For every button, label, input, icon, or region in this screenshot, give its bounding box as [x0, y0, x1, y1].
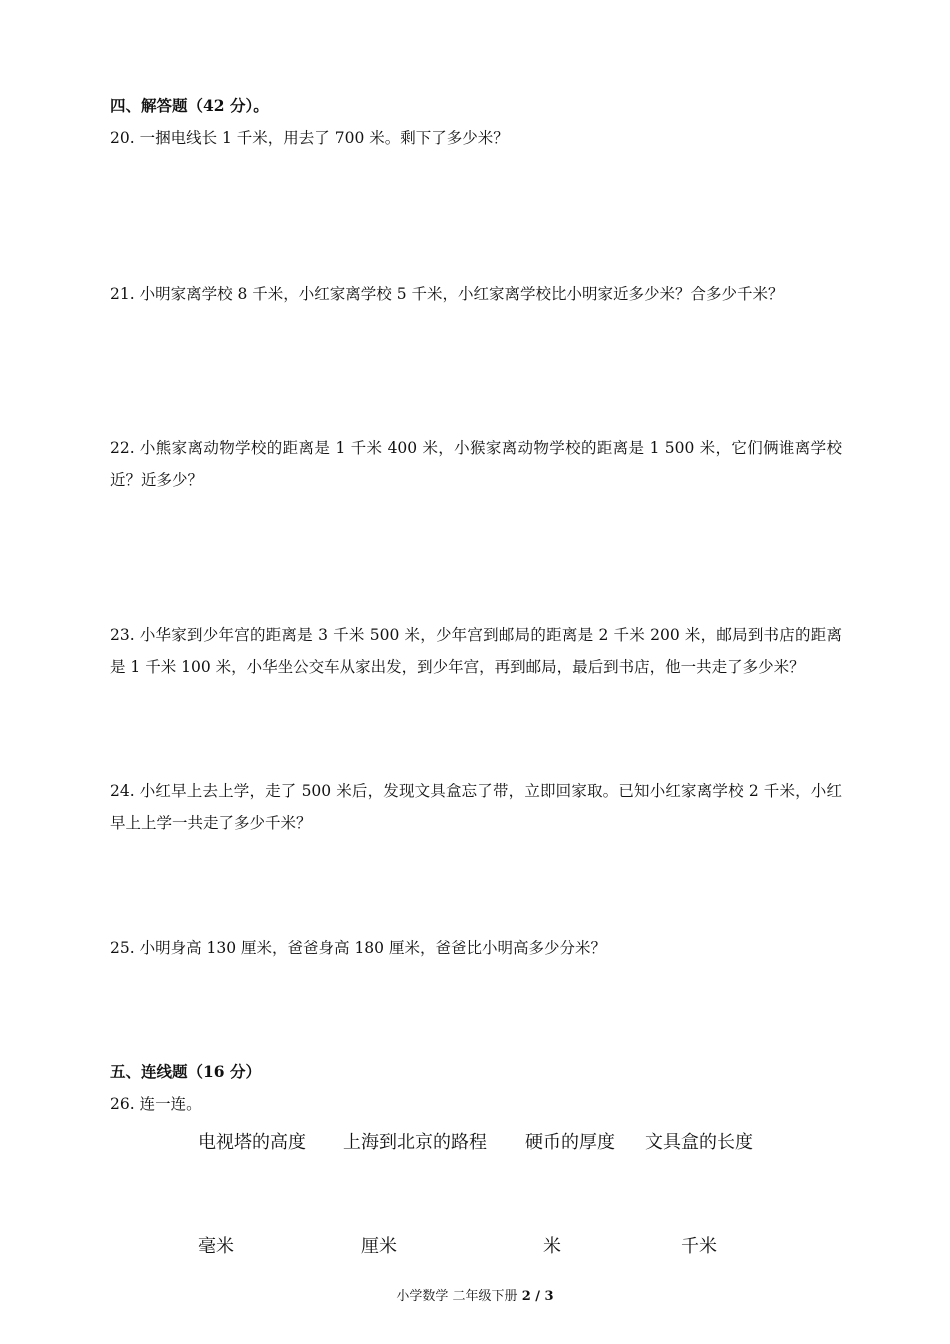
section5-heading: 五、连线题（16 分） — [110, 1062, 261, 1081]
match-unit-mm: 毫米 — [198, 1236, 234, 1257]
match-item-coin: 硬币的厚度 — [525, 1132, 615, 1153]
question-26: 26. 连一连。 — [110, 1095, 202, 1113]
page-footer — [0, 1285, 950, 1304]
match-unit-km: 千米 — [681, 1236, 717, 1257]
match-item-pencil-box: 文具盒的长度 — [645, 1132, 753, 1153]
question-20: 20. 一捆电线长 1 千米，用去了 700 米。剩下了多少米？ — [110, 129, 509, 147]
match-item-tv-tower: 电视塔的高度 — [198, 1132, 306, 1153]
match-item-shanghai-beijing: 上海到北京的路程 — [343, 1132, 487, 1153]
question-23: 23. 小华家到少年宫的距离是 3 千米 500 米，少年宫到邮局的距离是 2 千米 200 米，邮局到书店的距离是 1 千米 100 米，小华坐公交车从家出发，到少年宫，再到邮局，最后到书店，他一共走了多少米？ — [110, 626, 842, 676]
footer-label: 小学数学 二年级下册 — [396, 1289, 518, 1304]
footer-page-number: 2 / 3 — [521, 1289, 554, 1304]
question-24: 24. 小红早上去上学，走了 500 米后，发现文具盒忘了带，立即回家取。已知小红家离学校 2 千米，小红早上上学一共走了多少千米？ — [110, 782, 842, 832]
question-22: 22. 小熊家离动物学校的距离是 1 千米 400 米，小猴家离动物学校的距离是 1 500 米，它们俩谁离学校近？近多少？ — [110, 439, 842, 489]
question-25: 25. 小明身高 130 厘米，爸爸身高 180 厘米，爸爸比小明高多少分米？ — [110, 939, 606, 957]
section4-heading: 四、解答题（42 分）。 — [110, 96, 269, 115]
question-21: 21. 小明家离学校 8 千米，小红家离学校 5 千米，小红家离学校比小明家近多少米？合多少千米？ — [110, 285, 784, 303]
match-unit-m: 米 — [543, 1236, 561, 1257]
match-unit-cm: 厘米 — [361, 1236, 397, 1257]
